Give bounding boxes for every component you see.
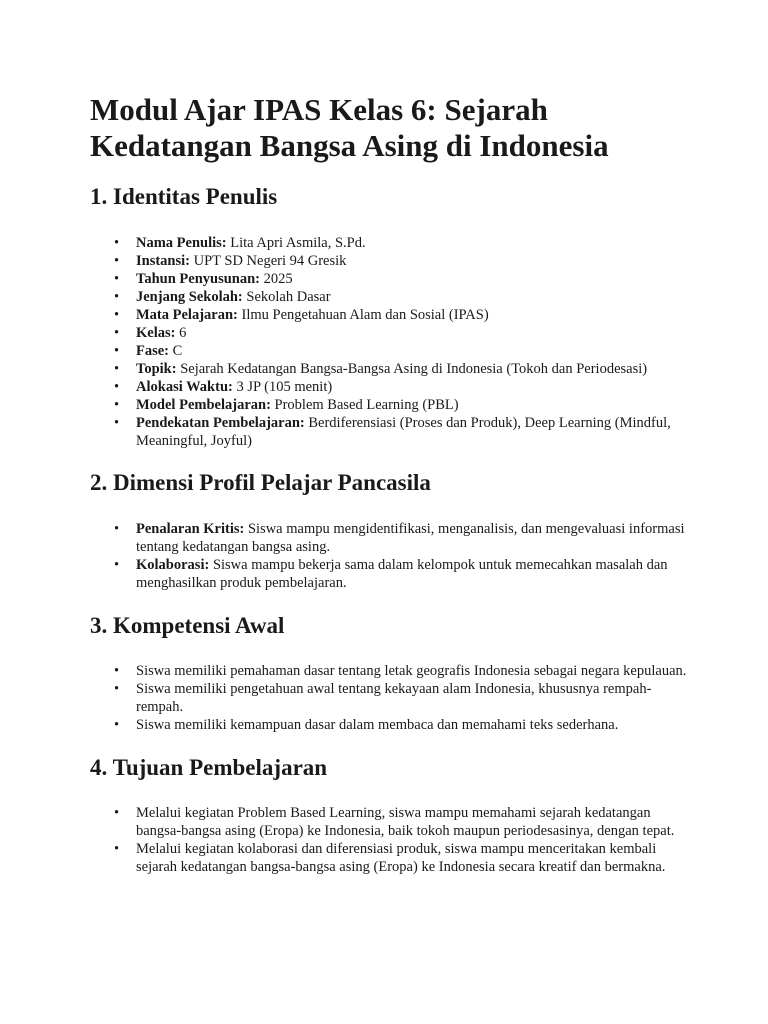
item-text: Berdiferensiasi (Proses dan Produk), Deep Learning (Mindful, Meaningful, Joyful) <box>136 415 671 449</box>
section-heading-profil-pelajar: 2. Dimensi Profil Pelajar Pancasila <box>90 470 431 495</box>
item-label: Instansi: <box>136 253 190 269</box>
item-text: 6 <box>175 325 187 341</box>
item-label: Fase: <box>136 343 170 359</box>
item-label: Nama Penulis: <box>136 235 227 251</box>
item-text: 2025 <box>260 271 293 287</box>
item-label: Jenjang Sekolah: <box>136 289 243 305</box>
section-heading-kompetensi-awal: 3. Kompetensi Awal <box>90 613 285 638</box>
kompetensi-awal-list <box>90 662 688 734</box>
list-item <box>136 556 688 592</box>
item-text: UPT SD Negeri 94 Gresik <box>190 253 347 269</box>
item-label: Penalaran Kritis: <box>136 521 245 537</box>
item-text: 3 JP (105 menit) <box>232 379 333 395</box>
list-item <box>136 252 688 270</box>
item-label: Tahun Penyusunan: <box>136 271 260 287</box>
item-label: Pendekatan Pembelajaran: <box>136 415 305 431</box>
item-label: Topik: <box>136 361 177 377</box>
list-item <box>136 520 688 556</box>
section-heading-identitas-penulis: 1. Identitas Penulis <box>90 184 278 209</box>
item-label: Mata Pelajaran: <box>136 307 238 323</box>
list-item <box>136 396 688 414</box>
list-item: • Siswa memiliki pengetahuan awal tentang kekayaan alam Indonesia, khususnya rempah-rempah. <box>136 680 688 716</box>
item-text: C <box>169 343 183 359</box>
page-title: Modul Ajar IPAS Kelas 6: Sejarah Kedatangan Bangsa Asing di Indonesia <box>90 92 609 163</box>
item-text: Lita Apri Asmila, S.Pd. <box>226 235 366 251</box>
list-item <box>136 360 688 378</box>
item-label: Model Pembelajaran: <box>136 397 271 413</box>
item-text: Sekolah Dasar <box>242 289 331 305</box>
profil-pelajar-list <box>90 520 688 592</box>
item-text: Siswa mampu bekerja sama dalam kelompok untuk memecahkan masalah dan menghasilkan produk pembelajaran. <box>136 557 668 591</box>
list-item <box>136 234 688 252</box>
item-text: Ilmu Pengetahuan Alam dan Sosial (IPAS) <box>237 307 489 323</box>
list-item <box>136 306 688 324</box>
item-label: Kelas: <box>136 325 176 341</box>
section-heading-tujuan-pembelajaran: 4. Tujuan Pembelajaran <box>90 755 328 780</box>
identitas-penulis-list <box>90 234 688 450</box>
list-item: • Siswa memiliki kemampuan dasar dalam membaca dan memahami teks sederhana. <box>136 716 688 734</box>
item-text: Sejarah Kedatangan Bangsa-Bangsa Asing di Indonesia (Tokoh dan Periodesasi) <box>176 361 648 377</box>
item-text: Problem Based Learning (PBL) <box>270 397 459 413</box>
list-item: • Melalui kegiatan Problem Based Learning, siswa mampu memahami sejarah kedatangan bangsa-bangsa asing (Eropa) ke Indonesia, baik tokoh maupun periodesasinya, dengan tepat. <box>136 804 688 840</box>
list-item <box>136 324 688 342</box>
tujuan-pembelajaran-list <box>90 804 688 876</box>
list-item <box>136 414 688 450</box>
list-item: • Melalui kegiatan kolaborasi dan diferensiasi produk, siswa mampu menceritakan kembali sejarah kedatangan bangsa-bangsa asing (Eropa) ke Indonesia secara kreatif dan bermakna. <box>136 840 688 876</box>
item-text: Siswa mampu mengidentifikasi, menganalisis, dan mengevaluasi informasi tentang kedatangan bangsa asing. <box>136 521 685 555</box>
list-item <box>136 378 688 396</box>
list-item <box>136 270 688 288</box>
item-label: Alokasi Waktu: <box>136 379 233 395</box>
item-label: Kolaborasi: <box>136 557 210 573</box>
list-item <box>136 288 688 306</box>
list-item <box>136 342 688 360</box>
list-item: • Siswa memiliki pemahaman dasar tentang letak geografis Indonesia sebagai negara kepulauan. <box>136 662 688 680</box>
